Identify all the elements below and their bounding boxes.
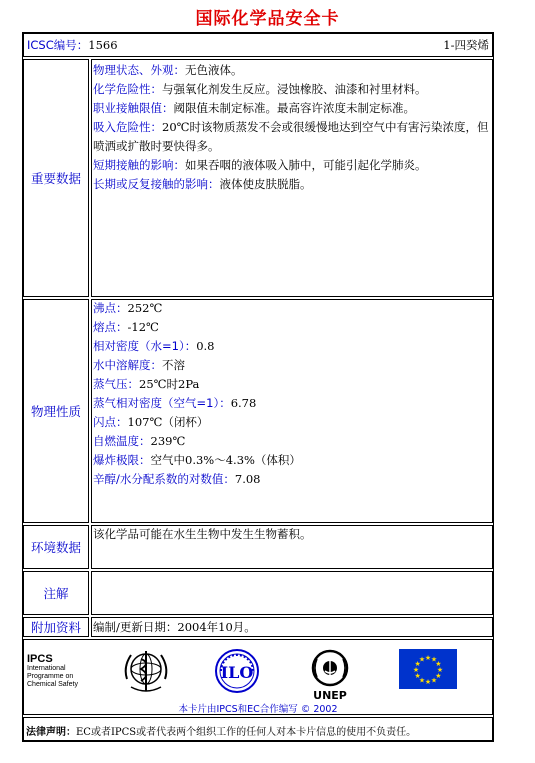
data-line-value: 25℃时2Pa <box>139 377 200 391</box>
data-line-key: 相对密度（水=1）： <box>93 339 197 353</box>
data-line <box>93 80 491 99</box>
data-line-key: 熔点： <box>93 320 128 334</box>
data-line <box>93 413 491 432</box>
physical-props-content <box>93 299 491 489</box>
data-line <box>93 99 491 118</box>
data-line-value: 0.8 <box>196 339 215 353</box>
data-line <box>93 337 491 356</box>
important-data-label: 重要数据 <box>30 171 81 186</box>
data-line-key: 吸入危险性： <box>93 120 162 134</box>
eu-flag-icon <box>399 649 457 689</box>
data-line-value: -12℃ <box>127 320 159 334</box>
eu-star-icon: ★ <box>414 660 421 668</box>
environment-label: 环境数据 <box>30 540 81 555</box>
ipcs-title: IPCS <box>27 653 53 665</box>
ipcs-line: International <box>27 665 66 672</box>
eu-star-icon: ★ <box>424 678 432 686</box>
eu-star-icon: ★ <box>436 666 444 674</box>
eu-star-icon: ★ <box>414 672 421 680</box>
data-line-key: 短期接触的影响： <box>93 158 185 172</box>
data-line-value: 液体使皮肤脱脂。 <box>219 177 312 191</box>
data-line-value: 阈限值未制定标准。最高容许浓度未制定标准。 <box>173 101 415 115</box>
data-line-key: 化学危险性： <box>93 82 162 96</box>
safety-card <box>22 32 494 742</box>
who-emblem-icon <box>119 647 173 697</box>
data-line-value: 不溶 <box>162 358 185 372</box>
ilo-text: ILO <box>220 663 254 682</box>
data-line <box>93 451 491 470</box>
data-line-key: 物理状态、外观： <box>93 63 185 77</box>
data-line <box>93 118 491 156</box>
data-line-value: 20℃时该物质蒸发不会或很缓慢地达到空气中有害污染浓度，但喷洒或扩散时要快得多。 <box>93 120 489 153</box>
legal-notice <box>26 723 416 738</box>
eu-star-icon: ★ <box>430 676 438 685</box>
ipcs-line: Chemical Safety <box>27 681 78 688</box>
physical-props-label: 物理性质 <box>30 404 81 419</box>
data-line-key: 蒸气相对密度（空气=1）： <box>93 396 231 410</box>
data-line-value: 与强氧化剂发生反应。浸蚀橡胶、油漆和衬里材料。 <box>162 82 427 96</box>
data-line-key: 闪点： <box>93 415 128 429</box>
notes-content-cell <box>91 571 493 615</box>
data-line <box>93 175 491 194</box>
data-line-key: 爆炸极限： <box>93 453 151 467</box>
unep-text: UNEP <box>313 689 347 702</box>
eu-star-icon: ★ <box>424 654 432 662</box>
data-line-key: 职业接触限值： <box>93 101 174 115</box>
ilo-emblem-icon <box>211 647 263 697</box>
data-line <box>93 318 491 337</box>
icsc-header-row <box>23 33 493 57</box>
additional-label: 附加资料 <box>30 620 81 635</box>
legal-text: EC或者IPCS或者代表两个组织工作的任何人对本卡片信息的使用不负责任。 <box>76 727 417 738</box>
notes-label: 注解 <box>43 586 69 601</box>
eu-star-icon: ★ <box>435 660 442 668</box>
data-line <box>93 432 491 451</box>
eu-star-icon: ★ <box>412 666 420 674</box>
ipcs-line: Programme on <box>27 673 74 680</box>
data-line-key: 自燃温度： <box>93 434 151 448</box>
data-line-value: 252℃ <box>127 301 163 315</box>
data-line-value: 6.78 <box>230 396 257 410</box>
card-credit: 本卡片由IPCS和EC合作编写 © 2002 <box>178 704 338 715</box>
card-title: 国际化学品安全卡 <box>195 9 340 29</box>
data-line <box>93 375 491 394</box>
icsc-label: ICSC编号： <box>27 38 89 52</box>
data-line-value: 空气中0.3%～4.3%（体积） <box>150 453 301 467</box>
data-line <box>93 356 491 375</box>
data-line-value: 7.08 <box>234 472 261 486</box>
data-line-value: 239℃ <box>150 434 186 448</box>
ipcs-block <box>27 653 78 689</box>
data-line <box>93 299 491 318</box>
data-line-value: 无色液体。 <box>185 63 243 77</box>
data-line-key: 蒸气压： <box>93 377 139 391</box>
data-line-value: 如果吞咽的液体吸入肺中，可能引起化学肺炎。 <box>185 158 427 172</box>
data-line <box>93 394 491 413</box>
legal-label: 法律声明： <box>26 727 76 738</box>
data-line <box>93 61 491 80</box>
icsc-number-value: 1566 <box>88 38 118 52</box>
eu-star-icon: ★ <box>430 655 438 664</box>
data-line <box>93 156 491 175</box>
eu-star-icon: ★ <box>435 672 442 680</box>
chemical-name: 1-四癸烯 <box>443 38 489 52</box>
data-line-key: 水中溶解度： <box>93 358 162 372</box>
important-data-content <box>93 61 491 194</box>
eu-star-icon: ★ <box>418 655 426 664</box>
environment-content: 该化学品可能在水生生物中发生生物蓄积。 <box>93 527 312 541</box>
data-line-key: 长期或反复接触的影响： <box>93 177 220 191</box>
unep-emblem-icon <box>305 647 355 703</box>
data-line-key: 辛醇/水分配系数的对数值： <box>93 472 235 486</box>
data-line-value: 107℃（闭杯） <box>127 415 209 429</box>
data-line <box>93 470 491 489</box>
data-line-key: 沸点： <box>93 301 128 315</box>
icsc-number <box>27 37 118 53</box>
additional-content: 编制/更新日期：2004年10月。 <box>93 620 256 634</box>
eu-star-icon: ★ <box>418 676 426 685</box>
